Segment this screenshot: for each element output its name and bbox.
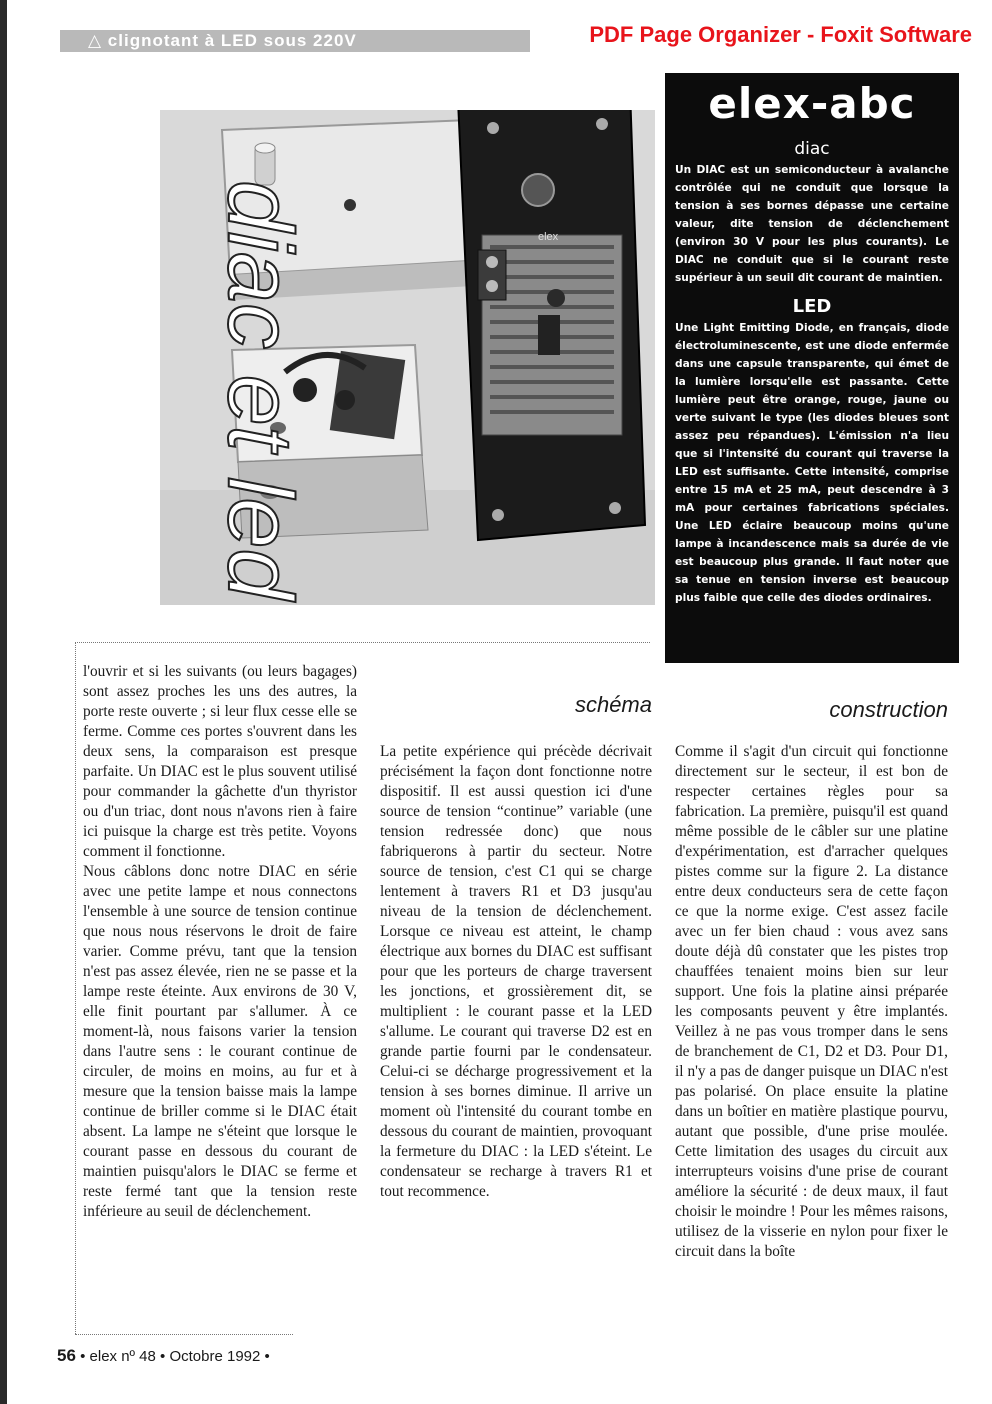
construction-heading: construction (829, 697, 948, 722)
column-2 (380, 742, 652, 1202)
diac-definition: Un DIAC est un semiconducteur à avalanche contrôlée qui ne conduit que lorsque la tension à ses bornes dépasse une certaine valeur, dite tension de déclenchement (environ 30 V pour les plus courants). Le DIAC ne conduit que si le courant reste supérieur à un seuil dit courant de maintien. (675, 164, 949, 284)
dotted-rule-top (75, 642, 650, 643)
section-header-band (60, 30, 530, 52)
dotted-rule-bottom (75, 1334, 293, 1335)
page-footer (57, 1346, 270, 1366)
col1-paragraph-1: l'ouvrir et si les suivants (ou leurs bagages) sont assez proches les uns des autres, la porte reste ouverte ; si leur flux cesse elle se ferme. Comme ces portes s'ouvrent dans les deux sens, la comparaison est presque parfaite. Un DIAC est le plus souvent utilisé pour commander la gâchette d'un thyristor ou d'un triac, dont nous n'avons rien à faire ici puisque la charge est très petite. Voyons comment il fonctionne. (83, 663, 357, 860)
page-title: diac et led (209, 180, 311, 600)
column-3 (675, 742, 948, 1262)
elex-abc-box (665, 73, 959, 663)
column-1 (83, 662, 357, 1222)
board-label: elex (538, 231, 559, 243)
magazine-issue: • elex nº 48 • Octobre 1992 • (80, 1348, 270, 1365)
schema-heading: schéma (574, 692, 652, 717)
page-number: 56 (57, 1346, 76, 1365)
led-definition: Une Light Emitting Diode, en français, diode électroluminescente, est une diode enfermée dans une capsule transparente, qui émet de la lumière lorsqu'elle est passante. Cette lumière peut être orange, rouge, jaune ou verte suivant le type (les diodes bleues sont assez peu répandues). L'émission n'a lieu que si l'intensité du courant qui traverse la LED est suffisante. Cette intensité, comprise entre 15 mA et 25 mA, peut descendre à 3 mA pour certaines fabrications spéciales. Une LED éclaire beaucoup moins qu'une lampe à incandescence mais sa durée de vie est beaucoup plus grande. Il faut noter que sa tenue en tension inverse est beaucoup plus faible que celle des diodes ordinaires. (675, 322, 949, 604)
col1-paragraph-2: Nous câblons donc notre DIAC en série avec une petite lampe et nous connectons l'ensemble à une source de tension continue que nous nous réservons le droit de faire varier. Comme prévu, tant que la tension n'est pas assez élevée, rien ne se passe et la lampe reste éteinte. Aux environs de 30 V, elle finit pourtant par s'allumer. À ce moment-là, nous faisons varier la tension dans l'autre sens : le courant continue de circuler, de moins en moins, au fur et à mesure que la tension baisse mais la lampe continue de briller comme si le DIAC était absent. La lampe ne s'éteint que lorsque le courant passe en dessous du courant de maintien puisqu'alors le DIAC se ferme et reste fermé tant que la tension reste inférieure au seuil de déclenchement. (83, 863, 357, 1220)
col2-paragraph-1: La petite expérience qui précède décrivait précisément la façon dont fonctionne notre dispositif. Il est aussi question ici d'une source de tension “continue” variable (une tension redressée donc) que nous fabriquerons à partir du secteur. Notre source de tension, c'est C1 qui se charge lentement à travers R1 et D3 jusqu'au niveau de la tension de déclenchement. Lorsque ce niveau est atteint, le champ électrique aux bornes du DIAC est suffisant pour que les porteurs de charge traversent les jonctions, et grossièrement dit, se multiplient : le courant passe et la LED s'allume. Le courant qui traverse D2 est en grande partie fourni par le condensateur. Celui-ci se décharge progressivement et la tension à ses bornes diminue. Il arrive un moment où l'intensité du courant tombe en dessous du courant de maintien, provoquant la fermeture du DIAC : la LED s'éteint. Le condensateur se recharge à travers R1 et tout recommence. (380, 743, 652, 1200)
led-heading: LED (792, 296, 832, 317)
elex-abc-title: elex-abc (708, 79, 916, 128)
watermark: PDF Page Organizer - Foxit Software (589, 22, 972, 47)
diac-heading: diac (794, 139, 830, 159)
dotted-rule-left (75, 642, 76, 1334)
section-label: △ clignotant à LED sous 220V (88, 31, 357, 50)
col3-paragraph-1: Comme il s'agit d'un circuit qui fonctionne directement sur le secteur, il est bon de respecter certaines règles pour sa fabrication. La première, puisqu'il est quand même possible de le câbler sur une platine d'expérimentation, est d'arracher quelques pistes comme sur la figure 2. La distance entre deux conducteurs sera de cette façon ce que la norme exige. C'est assez facile avec un fer bien chaud : vous avez sans doute déjà dû constater que les pistes trop chauffées tenaient moins bien sur leur support. Une fois la platine ainsi préparée les composants peuvent y être implantés. Veillez à ne pas vous tromper dans le sens de branchement de C1, D2 et D3. Pour D1, il n'y a pas de danger puisque un DIAC n'est pas polarisé. On place ensuite la platine dans un boîtier en matière plastique pourvu, autant que possible, d'une prise moulée. Cette limitation des usages du circuit aux interrupteurs voisins d'une prise de courant améliore la sécurité : de deux maux, il faut choisir le moindre ! Pour les mêmes raisons, utilisez de la visserie en nylon pour fixer le circuit dans la boîte (675, 743, 948, 1260)
left-edge-rule (0, 0, 7, 1404)
